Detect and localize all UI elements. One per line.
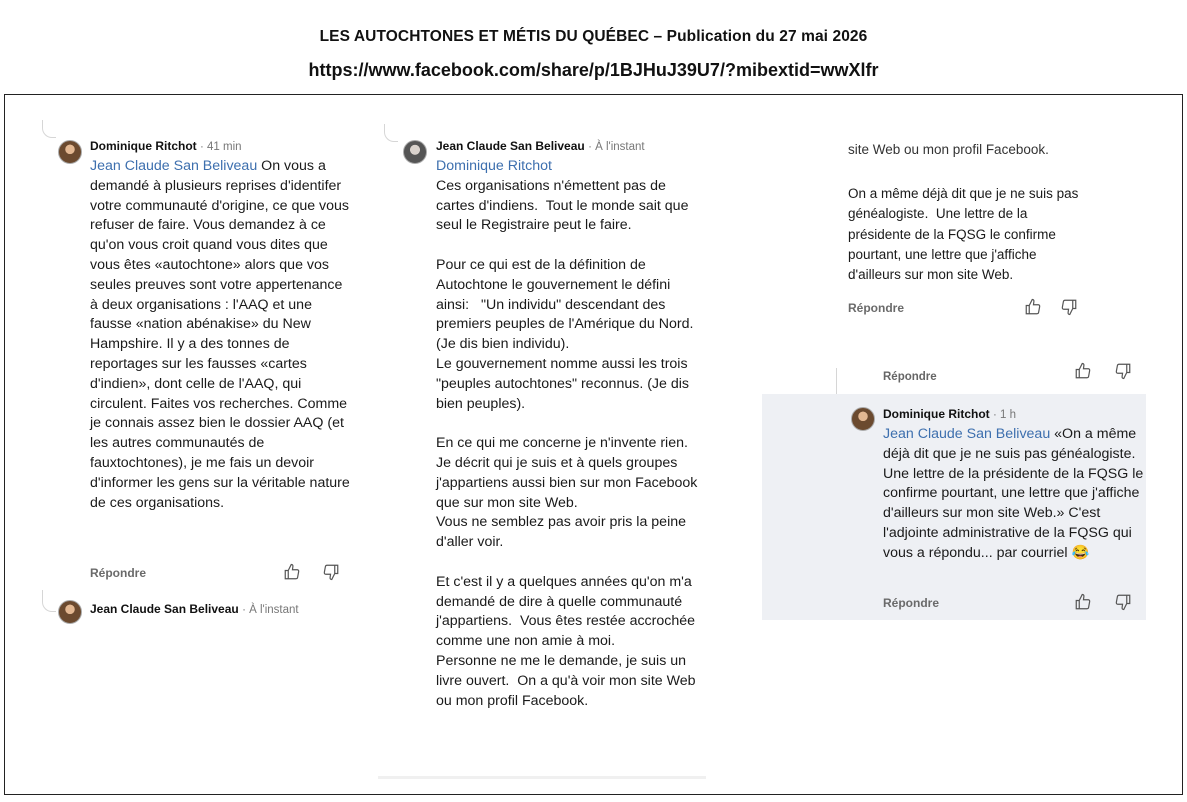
author-name[interactable]: Dominique Ritchot	[90, 139, 197, 153]
comment-screenshot-1	[38, 120, 356, 620]
comment-text: «On a même déjà dit que je ne suis pas généalogiste. Une lettre de la présidente de la FQSG le confirme pourtant, une lettre que j'affiche d'ailleurs sur mon site Web.» C'est l'adjointe administrative de la FQSG qui vous a répondu... par courriel 😂	[883, 426, 1148, 561]
reply-button[interactable]: Répondre	[883, 596, 940, 610]
avatar[interactable]	[403, 140, 427, 164]
comment-author[interactable]	[90, 602, 299, 616]
comment-time: · 1 h	[993, 409, 1017, 421]
comment-body	[90, 157, 352, 513]
comment-text: Ces organisations n'émettent pas de cartes d'indiens. Tout le monde sait que seul le Registraire peut le faire. Pour ce qui est de la définition de Autochtone le gouvernement le défini ainsi: "Un individu" descendant des premiers peuples de l'Amérique du Nord. (Je dis bien individu). Le gouvernement nomme aussi les trois "peuples autochtones" reconnus. (Je dis bien peuples). En ce qui me concerne je n'invente rien. Je décrit qui je suis et à quels groupes j'appartiens aussi bien sur mon Facebook que sur mon site Web. Vous ne semblez pas avoir pris la peine d'aller voir. Et c'est il y a quelques années qu'on m'a demandé de dire à quelle communauté j'appartiens. Vous êtes restée accrochée comme une non amie à moi. Personne ne me le demande, je suis un livre ouvert. On a qu'à voir mon site Web ou mon profil Facebook.	[436, 177, 698, 709]
comment-author[interactable]	[436, 139, 645, 153]
thumbs-up-icon[interactable]	[283, 563, 301, 581]
reply-button[interactable]: Répondre	[90, 566, 147, 580]
avatar[interactable]	[58, 600, 82, 624]
thumbs-down-icon[interactable]	[1114, 593, 1132, 611]
thumbs-down-icon[interactable]	[1114, 370, 1132, 380]
comment-screenshot-4	[762, 368, 1146, 620]
comment-body	[436, 157, 698, 711]
author-name[interactable]: Dominique Ritchot	[883, 407, 990, 421]
mention-link[interactable]: Jean Claude San Beliveau	[883, 426, 1051, 442]
author-name[interactable]: Jean Claude San Beliveau	[436, 139, 585, 153]
comment-body	[883, 425, 1148, 564]
thumbs-up-icon[interactable]	[1074, 593, 1092, 611]
thumbs-down-icon[interactable]	[1060, 298, 1078, 316]
source-url: https://www.facebook.com/share/p/1BJHuJ39U7/?mibextid=wwXlfr	[308, 60, 879, 80]
thread-line	[42, 120, 56, 138]
comment-screenshot-3	[838, 130, 1098, 330]
thumbs-up-icon[interactable]	[1024, 298, 1042, 316]
page-title: LES AUTOCHTONES ET MÉTIS DU QUÉBEC – Publication du 27 mai 2026	[319, 28, 868, 45]
comment-text: On a même déjà dit que je ne suis pas généalogiste. Une lettre de la présidente de la FQSG le confirme pourtant, une lettre que j'affiche d'ailleurs sur mon site Web.	[848, 186, 1083, 283]
cut-text: site Web ou mon profil Facebook.	[848, 142, 1049, 157]
comment-author[interactable]	[90, 139, 242, 153]
thumbs-up-icon[interactable]	[1074, 370, 1092, 380]
mention-link[interactable]: Jean Claude San Beliveau	[90, 158, 258, 174]
comment-time: · À l'instant	[588, 141, 645, 153]
thread-line	[42, 590, 56, 612]
thumbs-down-icon[interactable]	[322, 563, 340, 581]
reply-button-cut[interactable]: Répondre	[883, 371, 937, 383]
comment-text: On vous a demandé à plusieurs reprises d'identifer votre communauté d'origine, ce que vous refuser de faire. Vous demandez à ce qu'on vous croit quand vous dites que vous êtes «autochtone» alors que vos seules preuves sont votre appertenance à deux organisations : l'AAQ et une fausse «nation abénakise» du New Hampshire. Il y a des tonnes de reportages sur les fausses «cartes d'indien», dont celle de l'AAQ, qui circulent. Faites vos recherches. Comme je connais assez bien le dossier AAQ (et les autres communautés de fauxtochtones), je me fais un devoir d'informer les gens sur la véritable nature de ces organisations.	[90, 158, 354, 511]
comment-author[interactable]	[883, 407, 1016, 421]
author-name[interactable]: Jean Claude San Beliveau	[90, 602, 239, 616]
comment-screenshot-2	[378, 124, 706, 782]
comment-time: · 41 min	[200, 141, 242, 153]
comment-time: · À l'instant	[242, 604, 299, 616]
divider	[378, 776, 706, 779]
avatar[interactable]	[851, 407, 875, 431]
mention-link[interactable]: Dominique Ritchot	[436, 158, 552, 174]
thread-line	[384, 124, 398, 142]
reply-button[interactable]: Répondre	[848, 301, 905, 315]
avatar[interactable]	[58, 140, 82, 164]
